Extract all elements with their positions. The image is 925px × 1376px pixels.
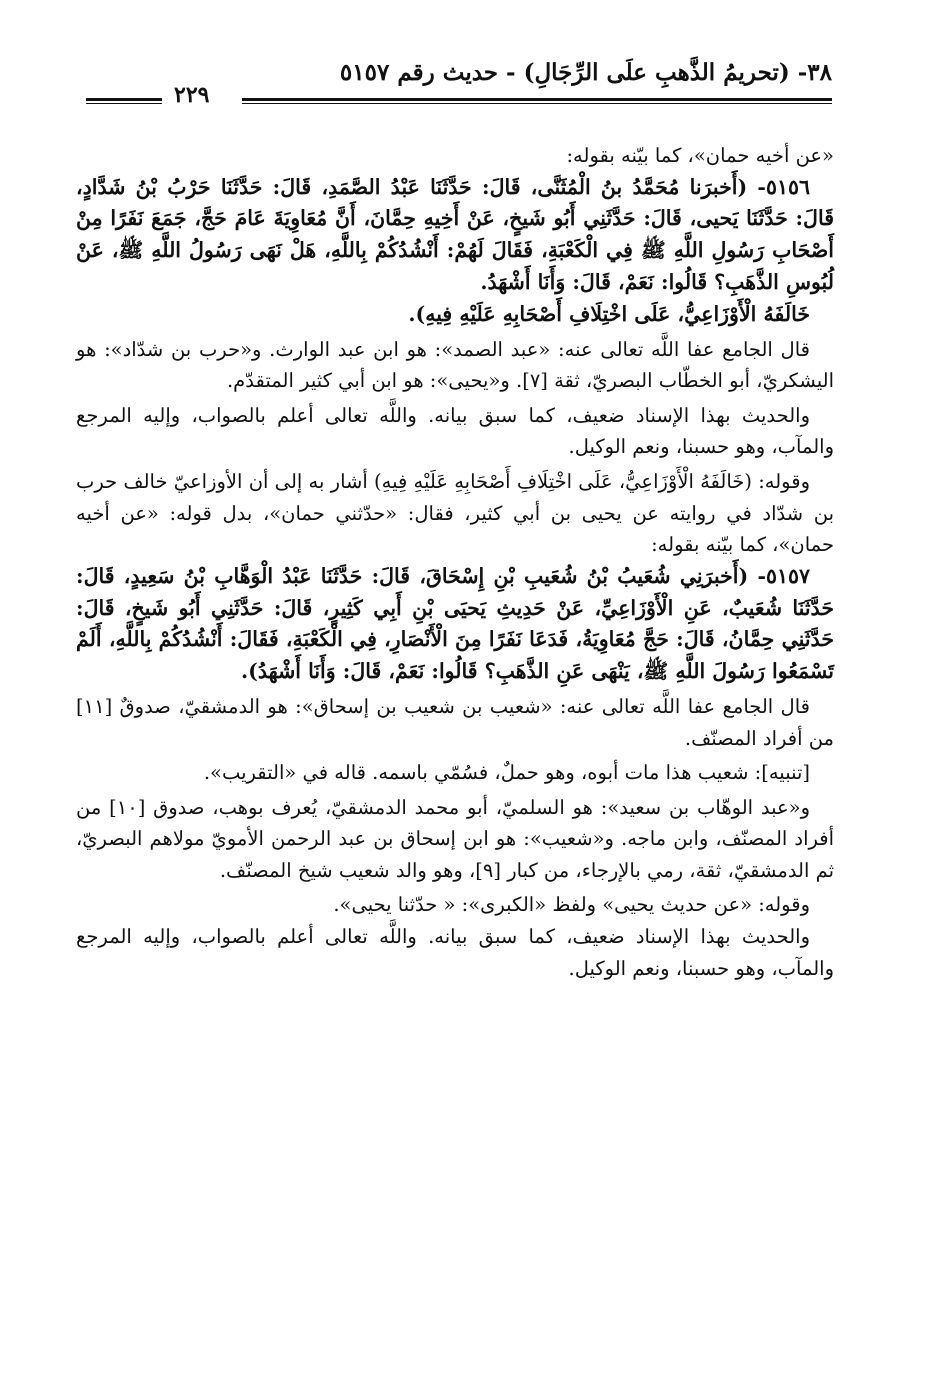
chapter-title: ٣٨- (تحريمُ الذَّهبِ علَى الرِّجَالِ) - حديث رقم ٥١٥٧	[339, 59, 832, 86]
paragraph: قال الجامع عفا اللَّه تعالى عنه: «عبد الصمد»: هو ابن عبد الوارث. و«حرب بن شدّاد»: هو اليشكريّ، أبو الخطّاب البصريّ، ثقة [٧]. و«يحيى»: هو ابن أبي كثير المتقدّم.	[76, 337, 834, 393]
paragraph: وقوله: «عن حديث يحيى» ولفظ «الكبرى»: « حدّثنا يحيى».	[333, 893, 810, 917]
page-number: ٢٢٩	[174, 82, 210, 108]
paragraph: والحديث بهذا الإسناد ضعيف، كما سبق بيانه. واللَّه تعالى أعلم بالصواب، وإليه المرجع والمآب، وهو حسبنا، ونعم الوكيل.	[76, 925, 834, 980]
header-rule	[242, 98, 832, 101]
paragraph: و«عبد الوهّاب بن سعيد»: هو السلميّ، أبو محمد الدمشقيّ، يُعرف بوهب، صدوق [١٠] من أفراد المصنّف، وابن ماجه. و«شعيب»: هو ابن إسحاق بن عبد الرحمن الأمويّ مولاهم البصريّ، ثم الدمشقيّ، ثقة، رمي بالإرجاء، من كبار [٩]، وهو والد شعيب شيخ المصنّف.	[76, 795, 834, 882]
running-header	[86, 58, 832, 106]
page-number-rule-thin	[86, 103, 162, 104]
paragraph: وقوله: (خَالَفَهُ الْأَوْزَاعِيُّ، عَلَى اخْتِلَافِ أَصْحَابِهِ عَلَيْهِ فِيهِ) أشار به إلى أن الأوزاعيّ خالف حرب بن شدّاد في روايته عن يحيى بن أبي كثير، فقال: «حدّثني حمان»، بدل قوله: «عن أخيه حمان»، كما بيّنه بقوله:	[76, 469, 834, 557]
paragraph: «عن أخيه حمان»، كما بيّنه بقوله:	[566, 144, 834, 167]
paragraph: [تنبيه]: شعيب هذا مات أبوه، وهو حملٌ، فسُمّي باسمه. قاله في «التقريب».	[203, 761, 810, 785]
header-rule-thin	[242, 103, 832, 104]
paragraph: قال الجامع عفا اللَّه تعالى عنه: «شعيب بن شعيب بن إسحاق»: هو الدمشقيّ، صدوقٌ [١١] من أفراد المصنّف.	[76, 694, 834, 750]
page-body	[76, 140, 834, 984]
page-number-rule	[86, 98, 162, 101]
hadith-5157: ٥١٥٧- (أَخبرَنِي شُعَيبُ بْنُ شُعَيبِ بْنِ إِسْحَاقَ، قَالَ: حَدَّثَنَا عَبْدُ الْوَهَّابِ بْنُ سَعِيدٍ، قَالَ: حَدَّثَنَا شُعَيبٌ، عَنِ الْأَوْزَاعِيِّ، عَنْ حَدِيثِ يَحيَى بْنِ أَبِي كَثِيرٍ، قَالَ: حَدَّثَنِي أَبُو شَيخٍ، قَالَ: حَدَّثَنِي حِمَّانُ، قَالَ: حَجَّ مُعَاوِيَةُ، فَدَعَا نَفَرًا مِنَ الْأَنْصَارِ، فِي الْكَعْبَةِ، فَقَالَ: أَنْشُدُكُمْ بِاللَّهِ، أَلَمْ تَسْمَعُوا رَسُولَ اللَّهِ ﷺ، يَنْهَى عَنِ الذَّهَبِ؟ قَالُوا: نَعَمْ، قَالَ: وَأَنَا أَشْهَدُ).	[76, 563, 834, 684]
paragraph: والحديث بهذا الإسناد ضعيف، كما سبق بيانه. واللَّه تعالى أعلم بالصواب، وإليه المرجع والمآب، وهو حسبنا، ونعم الوكيل.	[76, 403, 834, 459]
hadith-note: خَالَفَهُ الْأَوْزَاعِيُّ، عَلَى اخْتِلَافِ أَصْحَابِهِ عَلَيْهِ فِيهِ).	[408, 301, 810, 326]
hadith-5156: ٥١٥٦- (أَخبرَنا مُحَمَّدُ بنُ الْمُثَنَّى، قَالَ: حَدَّثَنَا عَبْدُ الصَّمَدِ، قَالَ: حَدَّثَنَا حَرْبُ بْنُ شَدَّادٍ، قَالَ: حَدَّثَنَا يَحيى، قَالَ: حَدَّثَنِي أَبُو شَيخٍ، عَنْ أَخِيهِ حِمَّانَ، أَنَّ مُعَاوِيَةَ عَامَ حَجَّ، جَمَعَ نَفَرًا مِنْ أَصْحَابِ رَسُولِ اللَّهِ ﷺ فِي الْكَعْبَةِ، فَقَالَ لَهُمْ: أَنْشُدُكُمْ بِاللَّهِ، هَلْ نَهَى رَسُولُ اللَّهِ ﷺ، عَنْ لُبُوسِ الذَّهَبِ؟ قَالُوا: نَعَمْ، قَالَ: وَأَنَا أَشْهَدُ.	[76, 174, 834, 294]
